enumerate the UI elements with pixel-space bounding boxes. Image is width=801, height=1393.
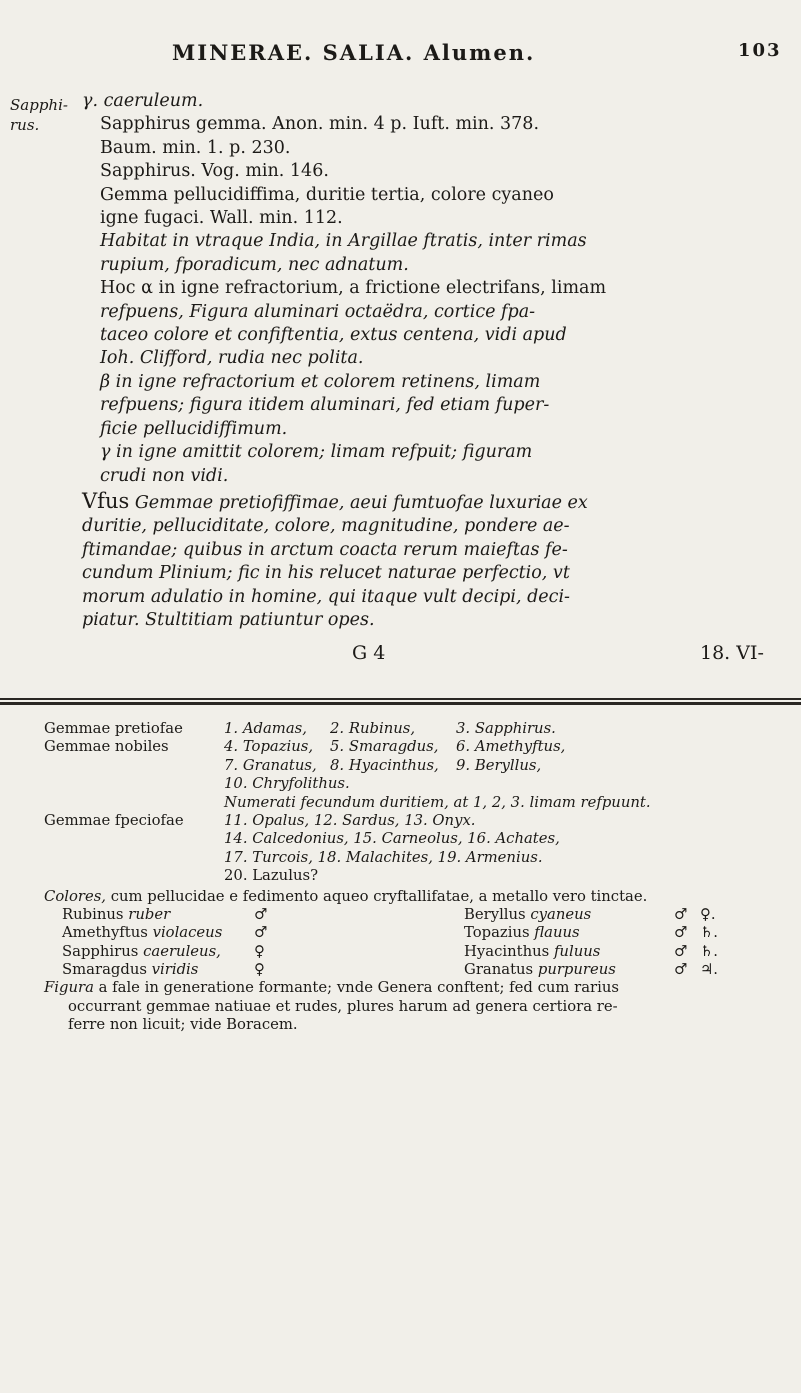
jupiter-symbol-icon: ♃.	[700, 961, 718, 979]
entry-line: igne fugaci. Wall. min. 112.	[100, 208, 343, 229]
signature-mark: G 4	[352, 642, 386, 664]
colores-heading	[44, 888, 784, 906]
gemmae-section	[44, 720, 784, 1035]
gem-cell: 10. Chryfolithus.	[224, 775, 350, 793]
saturn-symbol-icon: ♄.	[700, 942, 718, 960]
entry-line: rupium, fporadicum, nec adnatum.	[100, 254, 409, 275]
color-adj: purpureus	[537, 961, 616, 979]
color-row	[44, 961, 784, 979]
color-adj: caeruleus,	[143, 942, 221, 960]
gem-cell: 14. Calcedonius, 15. Carneolus, 16. Achates,	[224, 830, 560, 848]
entry-line: Sapphirus gemma. Anon. min. 4 p. Iuft. min. 378.	[100, 114, 540, 135]
speciosae-label: Gemmae fpeciofae	[44, 811, 184, 829]
color-row	[44, 906, 784, 924]
color-adj: flauus	[534, 924, 580, 942]
entry-line: Ioh. Clifford, rudia nec polita.	[100, 348, 364, 369]
numerati-row	[44, 794, 784, 812]
gem-cell: 20. Lazulus?	[224, 867, 318, 885]
mars-symbol-icon: ♂	[254, 905, 268, 923]
figura-line: ferre non licuit; vide Boracem.	[68, 1016, 298, 1034]
color-gem: Granatus	[464, 961, 534, 979]
margin-note-line: rus.	[10, 116, 40, 134]
entry-line: refpuens; figura itidem aluminari, fed etiam fuper-	[100, 395, 550, 416]
color-adj: violaceus	[152, 924, 223, 942]
gem-cell: 5. Smaragdus,	[330, 738, 439, 756]
gem-cell: 17. Turcois, 18. Malachites, 19. Armenius.	[224, 848, 543, 866]
entry-line: Baum. min. 1. p. 230.	[100, 137, 291, 158]
usus-paragraph	[82, 490, 782, 515]
color-adj: fuluus	[553, 942, 601, 960]
mars-symbol-icon: ♂	[254, 924, 268, 942]
mars-symbol-icon: ♂	[674, 961, 688, 979]
entry-line: Hoc α in igne refractorium, a frictione electrifans, limam	[100, 278, 607, 299]
margin-note	[10, 95, 70, 135]
figura-line: a fale in generatione formante; vnde Genera conftent; fed cum rarius	[98, 979, 619, 997]
colores-lead: Colores,	[44, 887, 106, 905]
gem-cell: 1. Adamas,	[224, 720, 307, 737]
saturn-symbol-icon: ♄.	[700, 924, 718, 942]
entry-line: Habitat in vtraque India, in Argillae ftratis, inter rimas	[100, 231, 587, 252]
figura-line: occurrant gemmae natiuae et rudes, plures harum ad genera certiora re-	[68, 997, 618, 1015]
nobiles-label: Gemmae nobiles	[44, 738, 169, 756]
catchword: 18. VI-	[700, 642, 764, 664]
gem-row	[44, 867, 784, 885]
color-row	[44, 924, 784, 942]
gem-cell: 8. Hyacinthus,	[330, 756, 439, 774]
usus-line: cundum Plinium; fic in his relucet naturae perfectio, vt	[82, 563, 570, 584]
color-gem: Sapphirus	[62, 942, 139, 960]
entry-line: refpuens, Figura aluminari octaëdra, cortice fpa-	[100, 301, 536, 322]
gem-cell: 2. Rubinus,	[330, 720, 416, 737]
color-gem: Topazius	[464, 924, 530, 942]
margin-note-line: Sapphi-	[10, 96, 68, 114]
gem-cell: 4. Topazius,	[224, 738, 314, 756]
usus-line: piatur. Stultitiam patiuntur opes.	[82, 609, 375, 630]
gem-cell: 11. Opalus, 12. Sardus, 13. Onyx.	[224, 811, 476, 829]
entry-line: γ in igne amittit colorem; limam refpuit; figuram	[100, 442, 533, 463]
usus-line: morum adulatio in homine, qui itaque vult decipi, deci-	[82, 586, 570, 607]
mars-symbol-icon: ♂	[674, 905, 688, 923]
numerati-note: Numerati fecundum duritiem, at 1, 2, 3. limam refpuunt.	[224, 793, 651, 811]
color-gem: Rubinus	[62, 905, 124, 923]
entry-line: crudi non vidi.	[100, 465, 229, 486]
sapphirus-entry	[82, 90, 782, 632]
usus-line: duritie, pelluciditate, colore, magnitudine, pondere ae-	[82, 516, 570, 537]
entry-line: Gemma pellucidiffima, duritie tertia, colore cyaneo	[100, 184, 554, 205]
entry-line: taceo colore et confiftentia, extus centena, vidi apud	[100, 325, 567, 346]
entry-line: ficie pellucidiffimum.	[100, 418, 288, 439]
mars-symbol-icon: ♂	[674, 924, 688, 942]
gem-row	[44, 757, 784, 775]
entry-heading: γ. caeruleum.	[82, 91, 204, 111]
gem-cell: 7. Granatus,	[224, 756, 317, 774]
pretiosae-label: Gemmae pretiofae	[44, 720, 183, 737]
page-divider	[0, 698, 801, 705]
color-gem: Amethyftus	[62, 924, 148, 942]
color-gem: Hyacinthus	[464, 942, 550, 960]
figura-paragraph	[44, 979, 784, 1034]
color-adj: cyaneus	[530, 905, 592, 923]
gem-cell: 6. Amethyftus,	[456, 738, 566, 756]
mars-symbol-icon: ♂	[674, 942, 688, 960]
venus-symbol-icon: ♀	[254, 942, 265, 960]
venus-symbol-icon: ♀.	[700, 905, 716, 923]
gem-cell: 3. Sapphirus.	[456, 720, 556, 737]
gem-row	[44, 849, 784, 867]
venus-symbol-icon: ♀	[254, 961, 265, 979]
color-gem: Beryllus	[464, 905, 526, 923]
gem-row	[44, 775, 784, 793]
usus-line: Gemmae pretiofiffimae, aeui fumtuofae luxuriae ex	[134, 492, 588, 513]
entry-line: Sapphirus. Vog. min. 146.	[100, 161, 329, 182]
gem-row	[44, 812, 784, 830]
page-number: 103	[738, 40, 782, 61]
gem-row	[44, 830, 784, 848]
color-gem: Smaragdus	[62, 961, 147, 979]
color-adj: ruber	[128, 905, 171, 923]
color-adj: viridis	[151, 961, 199, 979]
gem-cell: 9. Beryllus,	[456, 756, 542, 774]
gem-row	[44, 738, 784, 756]
usus-line: ftimandae; quibus in arctum coacta rerum maieftas fe-	[82, 539, 568, 560]
usus-keyword: Vfus	[82, 488, 130, 513]
color-row	[44, 943, 784, 961]
gem-row	[44, 720, 784, 738]
figura-lead: Figura	[44, 979, 94, 997]
running-title: MINERAE. SALIA. Alumen.	[172, 40, 536, 65]
colores-text: cum pellucidae e fedimento aqueo cryftallifatae, a metallo vero tinctae.	[110, 887, 648, 905]
entry-line: β in igne refractorium et colorem retinens, limam	[100, 371, 541, 392]
